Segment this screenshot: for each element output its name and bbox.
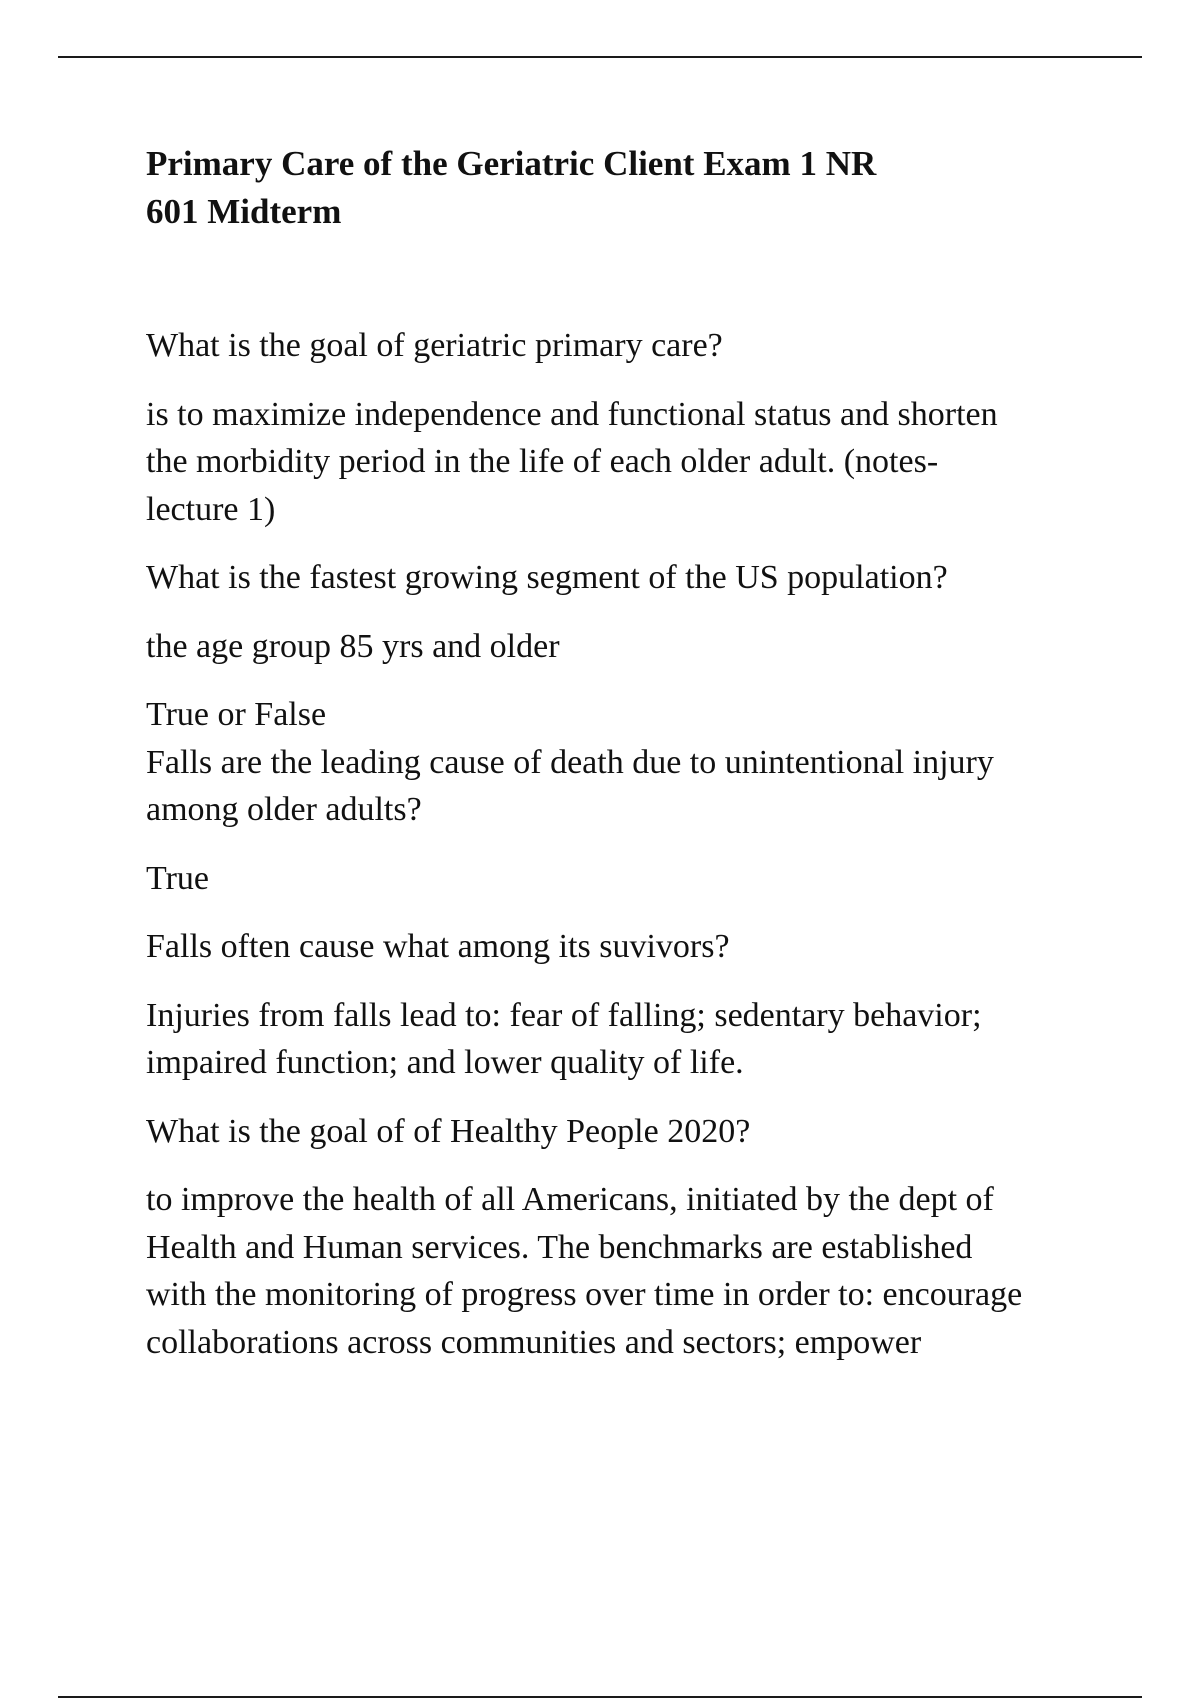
question-text: [146, 923, 1106, 971]
text-line: What is the goal of of Healthy People 2020?: [146, 1112, 751, 1150]
text-line: Injuries from falls lead to: fear of falling; sedentary behavior;: [146, 996, 982, 1034]
text-line: True: [146, 859, 209, 897]
text-line: collaborations across communities and sectors; empower: [146, 1323, 922, 1361]
text-line: is to maximize independence and functional status and shorten: [146, 395, 998, 433]
answer-text: [146, 623, 1106, 671]
top-rule: [58, 56, 1142, 58]
document-title: [146, 140, 1106, 236]
text-line: with the monitoring of progress over time in order to: encourage: [146, 1276, 1023, 1313]
text-line: the morbidity period in the life of each older adult. (notes-: [146, 443, 939, 480]
text-line: to improve the health of all Americans, initiated by the dept of: [146, 1181, 994, 1218]
question-text: [146, 691, 1106, 834]
text-line: Health and Human services. The benchmarks are established: [146, 1228, 973, 1266]
text-line: impaired function; and lower quality of life.: [146, 1044, 744, 1081]
text-line: What is the goal of geriatric primary care?: [146, 327, 723, 364]
answer-text: [146, 855, 1106, 903]
answer-text: [146, 391, 1106, 534]
question-text: [146, 554, 1106, 602]
bottom-rule: [58, 1696, 1142, 1698]
qa-list: [146, 322, 1106, 1366]
question-text: [146, 322, 1106, 370]
document-body: [146, 140, 1106, 1387]
answer-text: [146, 1176, 1106, 1366]
text-line: True or False: [146, 696, 327, 733]
text-line: Falls often cause what among its suvivors?: [146, 928, 730, 965]
text-line: the age group 85 yrs and older: [146, 627, 560, 665]
answer-text: [146, 992, 1106, 1087]
question-text: [146, 1108, 1106, 1156]
text-line: What is the fastest growing segment of the US population?: [146, 559, 948, 596]
text-line: Falls are the leading cause of death due to unintentional injury: [146, 743, 994, 781]
title-line: 601 Midterm: [146, 192, 342, 231]
text-line: lecture 1): [146, 490, 276, 528]
title-line: Primary Care of the Geriatric Client Exam 1 NR: [146, 144, 877, 183]
text-line: among older adults?: [146, 791, 422, 828]
